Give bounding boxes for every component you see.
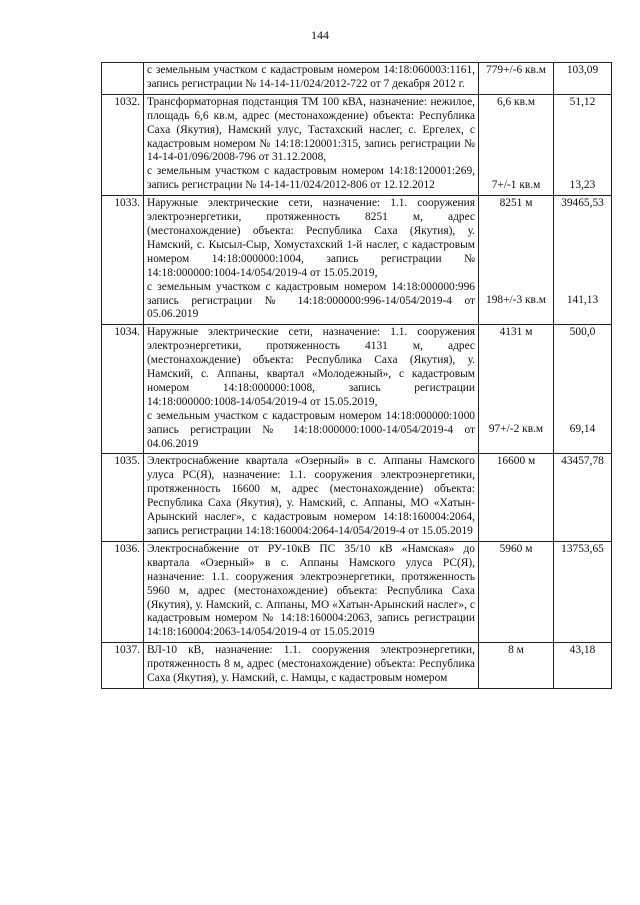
size-value: 7+/-1 кв.м <box>491 178 541 191</box>
object-size <box>479 541 554 642</box>
row-number: 1032. <box>102 94 144 195</box>
object-cost <box>554 541 612 642</box>
description-part: с земельным участком с кадастровым номером 14:18:120001:269, запись регистрации № 14-14-11/024/2012-806 от 12.12.2012 <box>147 165 475 192</box>
object-cost <box>554 94 612 195</box>
object-cost <box>554 454 612 541</box>
size-value: 8 м <box>508 644 524 657</box>
description-part: ВЛ-10 кВ, назначение: 1.1. сооружения электроэнергетики, протяженность 8 м, адрес (местонахождение) объекта: Республика Саха (Якутия), у. Намский, с. Намцы, с кадастровым номером <box>147 644 475 685</box>
row-number: 1036. <box>102 541 144 642</box>
row-number: 1035. <box>102 454 144 541</box>
cost-value: 141,13 <box>566 294 599 307</box>
table-row <box>102 643 612 689</box>
size-value: 779+/-6 кв.м <box>486 64 546 76</box>
property-registry-table <box>101 62 612 689</box>
object-size <box>479 454 554 541</box>
description-part: с земельным участком с кадастровым номером 14:18:000000:996 запись регистрации № 14:18:000000:996-14/054/2019-4 от 05.06.2019 <box>147 280 475 321</box>
row-number: 1034. <box>102 325 144 454</box>
size-value: 97+/-2 кв.м <box>488 423 544 436</box>
description-part: Наружные электрические сети, назначение: 1.1. сооружения электроэнергетики, протяженность 8251 м, адрес (местонахождение) объекта: Республика Саха (Якутия), у. Намский, с. Кысыл-Сыр, Хомустахский 1-й наслег, с кадастровым номером 14:18:000000:1004, запись регистрации № 14:18:000000:1004-14/054/2019-4 от 15.05.2019, <box>147 197 475 279</box>
object-size <box>479 325 554 454</box>
object-cost <box>554 325 612 454</box>
size-value: 5960 м <box>499 542 533 555</box>
table-row <box>102 94 612 195</box>
object-description <box>144 541 479 642</box>
size-value: 8251 м <box>499 197 533 210</box>
object-size <box>479 94 554 195</box>
table-row <box>102 541 612 642</box>
description-part: Электроснабжение от РУ-10кВ ПС 35/10 кВ «Намская» до квартала «Озерный» в с. Аппаны Намского улуса РС(Я), назначение: 1.1. сооружения электроэнергетики, протяженность 5960 м, адрес (местонахождение) объекта: Республика Саха (Якутия), у. Намский, с. Аппаны, МО «Хатын-Арынский наслег», с кадастровым номером № 14:18:160004:2063, запись регистрации 14:18:160004:2063-14/054/2019-4 от 15.05.2019 <box>147 542 475 639</box>
cost-value: 43,18 <box>569 644 596 657</box>
description-part: Наружные электрические сети, назначение: 1.1. сооружения электроэнергетики, протяженность 4131 м, адрес (местонахождение) объекта: Республика Саха (Якутия), у. Намский, с. Аппаны, квартал «Молодежный», с кадастровым номером 14:18:000000:1008, запись регистрации 14:18:000000:1008-14/054/2019-4 от 15.05.2019, <box>147 326 475 408</box>
object-size <box>479 63 554 95</box>
row-number: 1033. <box>102 196 144 325</box>
object-description <box>144 325 479 454</box>
object-description <box>144 196 479 325</box>
object-size <box>479 196 554 325</box>
table-row <box>102 454 612 541</box>
table-row <box>102 63 612 95</box>
cost-value: 13753,65 <box>561 542 604 555</box>
cost-value: 13,23 <box>569 178 596 191</box>
cost-value: 51,12 <box>569 95 596 108</box>
row-number: 1037. <box>102 643 144 689</box>
object-cost <box>554 63 612 95</box>
size-value: 4131 м <box>499 326 533 339</box>
table-row <box>102 196 612 325</box>
object-cost <box>554 643 612 689</box>
object-description <box>144 94 479 195</box>
row-number <box>102 63 144 95</box>
cost-value: 69,14 <box>569 423 596 436</box>
object-cost <box>554 196 612 325</box>
object-description <box>144 643 479 689</box>
size-value: 6,6 кв.м <box>496 95 536 108</box>
description-part: Трансформаторная подстанция ТМ 100 кВА, назначение: нежилое, площадь 6,6 кв.м, адрес (местонахождение) объекта: Республика Саха (Якутия), Намский улус, Тастахский наслег, с. Ергелех, с кадастровым номером № 14:18:120001:315, запись регистрации № 14-14-01/096/2008-796 от 31.12.2008, <box>147 95 475 164</box>
description-part: Электроснабжение квартала «Озерный» в с. Аппаны Намского улуса РС(Я), назначение: 1.1. сооружения электроэнергетики, протяженность 16600 м, адрес (местонахождение) объекта: Республика Саха (Якутия), у. Намский, с. Аппаны, МО «Хатын-Арынский наслег», с кадастровым номером 14:18:160004:2064, запись регистрации 14:18:160004:2064-14/054/2019-4 от 15.05.2019 <box>147 455 475 537</box>
cost-value: 500,0 <box>569 326 596 339</box>
size-value: 198+/-3 кв.м <box>486 294 546 307</box>
cost-value: 43457,78 <box>561 455 604 468</box>
object-description <box>144 454 479 541</box>
table-row <box>102 325 612 454</box>
size-value: 16600 м <box>496 455 536 468</box>
object-size <box>479 643 554 689</box>
cost-value: 39465,53 <box>561 197 604 210</box>
cost-value: 103,09 <box>566 64 599 76</box>
description-part: с земельным участком с кадастровым номером 14:18:000000:1000 запись регистрации № 14:18:000000:1000-14/054/2019-4 от 04.06.2019 <box>147 409 475 450</box>
description-part: с земельным участком с кадастровым номером 14:18:060003:1161, запись регистрации № 14-14-11/024/2012-722 от 7 декабря 2012 г. <box>147 64 475 90</box>
object-description <box>144 63 479 95</box>
page-number: 144 <box>311 28 329 42</box>
